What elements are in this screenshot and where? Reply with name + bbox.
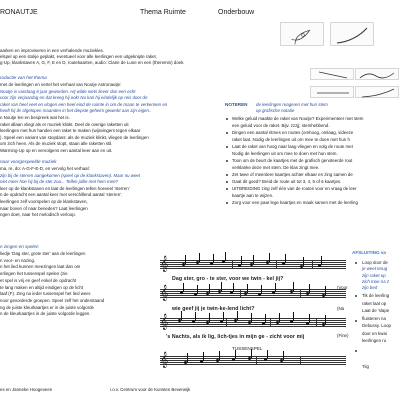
note-stem (251, 313, 252, 322)
bullet-dot (355, 320, 357, 322)
practice-line: ma, re, do: A-G-F-E-D, en vervolg het verhaal: (0, 166, 90, 171)
note-stem (203, 352, 204, 361)
note-stem (267, 350, 268, 359)
story-line: om zich heen. Als de muziek stopt, staan alle raketten stil. (0, 141, 113, 147)
intro-line: elspel op een stokje geplakt, eventueel voor alle leerlingen een uitgeknipte raket, (0, 54, 157, 59)
story-line: raket van heel veel en vlogen een heel eind de ruimte in om de maan te verkennen en (0, 101, 168, 107)
route-card-up (355, 86, 399, 98)
route-card-thumbnail (330, 22, 374, 46)
sing-line: n het lied kunnen meezingen laat dan om (0, 264, 81, 270)
staff-line-interlude (160, 352, 346, 368)
note-stem (325, 315, 326, 324)
lesson-title: RONAUTJE (0, 9, 38, 16)
bullet-dot (355, 295, 357, 297)
note-stem (235, 350, 236, 359)
note-stem (247, 284, 248, 293)
footer-authors: es en Janneke Hoogeveen (0, 387, 53, 392)
bar-line (300, 356, 301, 364)
rocket-thumbnail (280, 22, 324, 46)
notes-bullet-text: Zet twee of meerdere kaartjes achter elkaar en zing samen de (232, 172, 353, 177)
interlude-label: TUSSENSPEL (232, 346, 263, 351)
practice-line: naar boven of naar beneden? Laat leerlingen (0, 205, 88, 211)
note-stem (237, 311, 238, 320)
sing-line: ng de juiste kleurkaartjes er in de juiste volgorde (0, 304, 94, 310)
note-stem (221, 282, 222, 291)
treble-clef-icon: 𝄞 (160, 352, 169, 368)
rocket-icon (281, 23, 325, 47)
note-stem (241, 256, 242, 265)
bar-line (240, 289, 241, 297)
note-stem (303, 257, 304, 266)
practice-line: n de opdracht een aantal keer met verschillend aantal 'sterren'. (0, 192, 123, 198)
note-stem (209, 313, 210, 322)
bar-line (316, 318, 317, 326)
bullet-dot (226, 118, 228, 120)
sing-line: n voor- en nazing. (0, 257, 36, 263)
story-line: Warming-Up op en vervolgens een aantal keer aan en uit. (0, 148, 113, 153)
theme-label: Thema Ruimte (140, 9, 186, 16)
practice-line: leer op de klankstaven en laat de leerlingen tellen hoeveel 'sterren' (0, 185, 130, 191)
bullet-dot (226, 132, 228, 134)
notes-bullet-text: verklanke deze met stem. De klas zingt mee. (232, 165, 320, 170)
closing-line: Loop door de (362, 260, 388, 265)
notes-subtitle: op grafische notatie (256, 108, 295, 113)
closing-line: zijn raket op (362, 272, 386, 278)
intro-line: g-Up, klankstaven A, G, F, E en D, routekaarten, audio: Claire de Lune en een (theremin) doek. (0, 60, 185, 65)
notes-bullet-text: Zorg voor een paar lege kaartjes en maak samen met de leerling (232, 200, 358, 205)
notes-bullet-text: een geluid voor de raket. Bijv. zzzjj; stemhebbend. (232, 123, 330, 128)
note-stem (197, 285, 198, 294)
closing-line: je weet terug (362, 266, 388, 272)
closing-line: raket laat op (362, 300, 387, 306)
sing-line: noor gevorderde groepen. Speel zelf het onderstaand (0, 297, 105, 303)
note-stem (293, 282, 294, 291)
notes-bullet-text: Toon om de beurt de kaartjes met de grafisch genoteerde rout (232, 158, 353, 163)
note-stem (181, 311, 182, 320)
route-card-down (310, 68, 354, 80)
notes-subtitle: de leerlingen reageren met hun stem (256, 102, 328, 107)
closing-line: zich moe na z (362, 278, 390, 284)
section-heading: n zingen en spelen (0, 244, 39, 249)
notes-bullet-text: Welke geluid maakte de raket van Noutje? Experimenteer met stem (232, 116, 364, 121)
bullet-dot (226, 146, 228, 148)
bullet-dot (226, 181, 228, 183)
treble-clef-icon: 𝄞 (160, 314, 169, 330)
notes-bullet-text: Laat de raket van hoog naar laag vliegen en volg de route met (232, 144, 353, 149)
notes-bullet-text: UITBREIDING zing zelf één van de routes voor en vraag de leer (232, 186, 357, 191)
story-line: raket allaan vliegt als er muziek klinkt. Deel de overige raketten uit (0, 121, 129, 127)
note-stem (209, 284, 210, 293)
story-line: voor zijn verjaardag en dat kreeg hij ook! Nu kan hij eindelijk op reis door de (0, 95, 148, 101)
bullet-dot (226, 160, 228, 162)
practice-line: zijn bij de sterren aangekomen (speel op de klankstaven). Maar nu weet (0, 172, 141, 178)
closing-line: door en kwai (362, 330, 387, 336)
route-curve-icon (331, 23, 375, 47)
story-line: leerlingen met hun handen een raket te maken (wijsvingers tegen elkaar (0, 128, 141, 134)
note-stem (233, 283, 234, 292)
bullet-dot (226, 202, 228, 204)
sing-line: et spel is vrij en geef enkel de opdracht (0, 277, 77, 283)
story-line: n Noutje len en bespreek wat het is. (0, 115, 70, 120)
note-stem (285, 254, 286, 263)
note-stem (187, 353, 188, 362)
note-stem (183, 283, 184, 292)
note-stem (213, 254, 214, 263)
note-stem (219, 351, 220, 360)
note-stem (321, 256, 322, 265)
closing-line: Tik de leerling (362, 293, 390, 298)
sing-line: n de kleurkaartjes in de juiste volgorde leggen. (0, 311, 91, 317)
closing-line: zijn bed (362, 285, 378, 291)
bullet-dot (355, 350, 357, 352)
story-line: met de leerlingen en vertel het verhaal van Noutje Astronautje: (0, 82, 122, 87)
practice-line: ngen doet, naar het melodisch verloop. (0, 212, 76, 218)
note-stem (265, 314, 266, 323)
note-stem (261, 285, 262, 294)
note-stem (225, 252, 226, 261)
closing-line: Debussy. Loop (362, 323, 391, 328)
note-stem (309, 284, 310, 293)
notes-label: NOTEREN (225, 102, 248, 107)
note-stem (275, 283, 276, 292)
note-stem (293, 312, 294, 321)
bar-line (276, 260, 277, 268)
footer-credit: i.o.v. Centrum voor de Kunsten Beverwijk (110, 387, 191, 392)
song-tag: (Fine) (337, 333, 349, 338)
story-line: ). Speel een variant van stopdans: als de muziek klinkt, vliegen de leerlingen (0, 134, 149, 140)
song-tag: (Na (337, 306, 345, 311)
bar-line (300, 289, 301, 297)
bar-line (226, 318, 227, 326)
story-line: Noutje is vandaag 6 jaar geworden. Hij wilde niets liever dan een echt (0, 88, 136, 94)
bar-line (312, 260, 313, 268)
sing-line: laaf (F). Zing na ieder tussenspel het lied weer. (0, 291, 92, 297)
note-stem (195, 312, 196, 321)
bar-line (256, 356, 257, 364)
note-stem (269, 253, 270, 262)
note-stem (309, 314, 310, 323)
bar-line (232, 260, 233, 268)
note-stem (279, 313, 280, 322)
route-card-flat (310, 86, 354, 98)
sing-line: liedje 'Dag ster, grote ster' aan de leerlingen (0, 251, 86, 256)
note-stem (251, 349, 252, 358)
notes-bullet-text: kaartje aan te wijzen. (232, 193, 274, 198)
lyric-line: 's Nachts, als ik lig, lich-tjes in mijn ge - zicht voor mij (166, 334, 305, 340)
section-heading: roductie van het thema (0, 75, 47, 80)
staff-line-3 (160, 314, 346, 330)
notes-bullet-text: Gaat dit goed? Breid de route uit tot 3, 4, 5 of 6 kaartjes. (232, 179, 342, 184)
notes-bullet-text: raket laat. Nodig de leerlingen uit om mee te doen met hun h (232, 137, 350, 142)
song-tag: (Voor (337, 285, 348, 290)
note-stem (253, 255, 254, 264)
section-heading: naar voorgespeelde muziek (0, 159, 57, 164)
bar-line (270, 318, 271, 326)
sing-line: erlingen het tussenspel spelen (zie (0, 271, 68, 277)
notes-bullet-text: Dingen een aantal ritmes en routes (omhoog, omlaag, videeze (232, 130, 354, 135)
treble-clef-icon: 𝄞 (160, 285, 169, 301)
notes-bullet-text: Nodig de leerlingen uit om mee te doen met hun stem. (232, 151, 338, 156)
story-line: heeft hij ile afgelopen maanden in het diepste geheim gewerkt aan zijn eigen.. (0, 108, 152, 114)
lyric-line: Dag ster, gro - te ster, voor we twin - kel jij? (172, 276, 284, 282)
sing-line: te lang maken en altijd eindigen op de licht (0, 284, 83, 290)
note-stem (325, 286, 326, 295)
bullet-dot (226, 188, 228, 190)
treble-clef-icon: 𝄞 (160, 256, 169, 272)
practice-line: leerlingen zelf voorspelen op de klankstaven, (0, 199, 88, 204)
note-stem (199, 253, 200, 262)
closing-title: AFSLUITING va (352, 250, 386, 255)
bullet-dot (355, 262, 357, 264)
closing-line: fluisteren na (362, 315, 386, 321)
note-stem (283, 351, 284, 360)
intro-line: aarken en improviseren in een verhalende muziekles. (0, 48, 104, 53)
closing-line: Laat de 'slape (362, 308, 390, 313)
level-label: Onderbouw (218, 9, 255, 16)
bullet-dot (226, 174, 228, 176)
lyric-line: wie geef jij je twin-ke-lend licht? (172, 306, 255, 312)
closing-line: leerlingen ru (362, 338, 387, 343)
note-stem (223, 312, 224, 321)
route-card-wave (355, 68, 399, 80)
note-stem (185, 255, 186, 264)
practice-line: niet meer hoe hij bij de ster zou... Tellen jullie met hem mee? (0, 179, 118, 185)
closing-line: Tiig (362, 364, 369, 369)
